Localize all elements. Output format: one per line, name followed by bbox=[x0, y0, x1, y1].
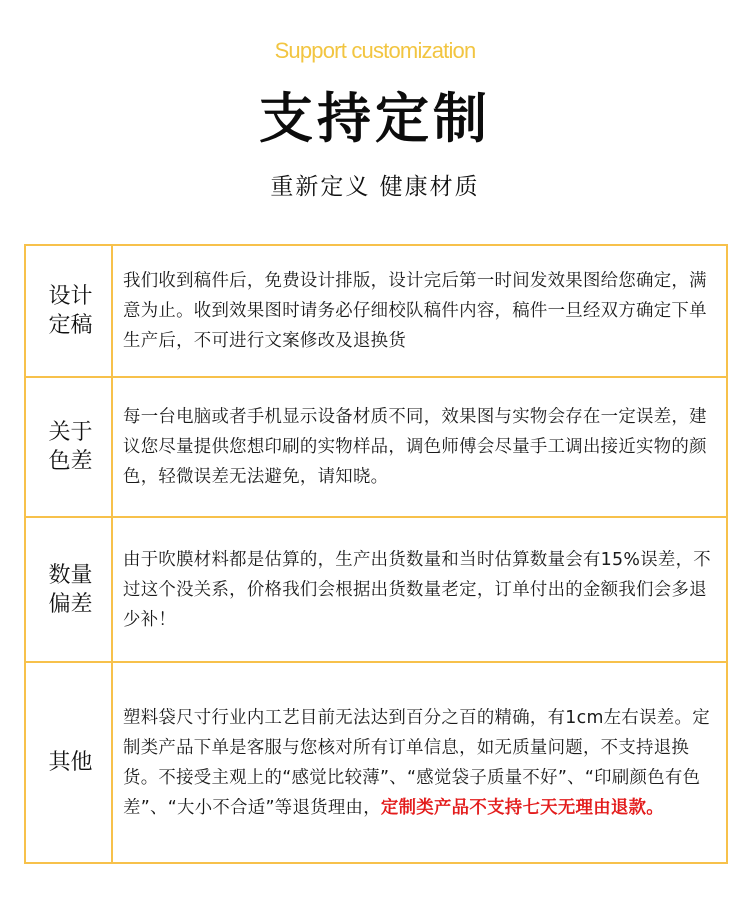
page-subtitle: 重新定义 健康材质 bbox=[270, 174, 480, 200]
row-label-text: 其他 bbox=[48, 750, 93, 775]
policy-table bbox=[24, 244, 728, 864]
table-row-design-confirm bbox=[26, 246, 726, 378]
no-refund-warning: 定制类产品不支持七天无理由退款。 bbox=[380, 797, 664, 818]
row-label bbox=[26, 246, 113, 376]
row-content bbox=[113, 378, 726, 516]
table-row-color-difference bbox=[26, 378, 726, 518]
page-header bbox=[0, 0, 750, 240]
table-row-quantity-deviation bbox=[26, 518, 726, 663]
row-content-paragraph bbox=[123, 703, 718, 823]
table-row-other bbox=[26, 663, 726, 862]
row-content bbox=[113, 518, 726, 661]
row-content bbox=[113, 663, 726, 862]
row-content-text: 每一台电脑或者手机显示设备材质不同，效果图与实物会存在一定误差，建议您尽量提供您想印刷的实物样品，调色师傅会尽量手工调出接近实物的颜色，轻微误差无法避免，请知晓。 bbox=[123, 407, 707, 487]
row-label-text: 数量偏差 bbox=[48, 562, 93, 617]
row-label bbox=[26, 663, 113, 862]
row-content bbox=[113, 246, 726, 376]
page-title: 支持定制 bbox=[259, 87, 491, 150]
row-content-text: 我们收到稿件后，免费设计排版，设计完后第一时间发效果图给您确定，满意为止。收到效果图时请务必仔细校队稿件内容，稿件一旦经双方确定下单生产后，不可进行文案修改及退换货 bbox=[123, 271, 707, 351]
row-label bbox=[26, 518, 113, 661]
row-content-text: 由于吹膜材料都是估算的，生产出货数量和当时估算数量会有15%误差，不过这个没关系，价格我们会根据出货数量老定，订单付出的金额我们会多退少补！ bbox=[123, 549, 711, 630]
row-label bbox=[26, 378, 113, 516]
row-content-text: 塑料袋尺寸行业内工艺目前无法达到百分之百的精确，有1cm左右误差。定制类产品下单是客服与您核对所有订单信息，如无质量问题，不支持退换货。不接受主观上的“感觉比较薄”、“感觉袋子质量不好”、“印刷颜色有色差”、“大小不合适”等退货理由， bbox=[123, 707, 710, 818]
english-title: Support customization bbox=[274, 38, 476, 63]
row-label-text: 设计定稿 bbox=[48, 284, 93, 338]
row-label-text: 关于色差 bbox=[48, 420, 93, 474]
